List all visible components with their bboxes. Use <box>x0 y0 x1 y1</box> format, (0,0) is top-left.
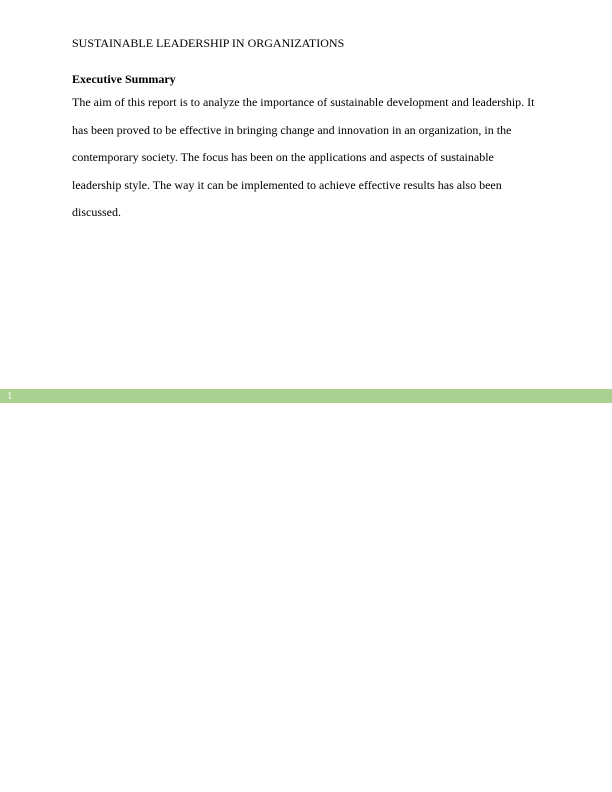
page-number: 1 <box>7 390 13 402</box>
running-header: SUSTAINABLE LEADERSHIP IN ORGANIZATIONS <box>72 36 345 50</box>
body-line: has been proved to be effective in bringing change and innovation in an organization, in the <box>72 122 512 137</box>
body-line: contemporary society. The focus has been on the applications and aspects of sustainable <box>72 150 494 164</box>
section-heading: Executive Summary <box>72 72 176 86</box>
body-line: The aim of this report is to analyze the importance of sustainable development and leadership. It <box>72 95 535 109</box>
executive-summary-body <box>72 95 542 233</box>
body-line: leadership style. The way it can be implemented to achieve effective results has also been <box>72 177 502 192</box>
body-line: discussed. <box>72 205 121 219</box>
page-footer-band <box>0 389 612 403</box>
